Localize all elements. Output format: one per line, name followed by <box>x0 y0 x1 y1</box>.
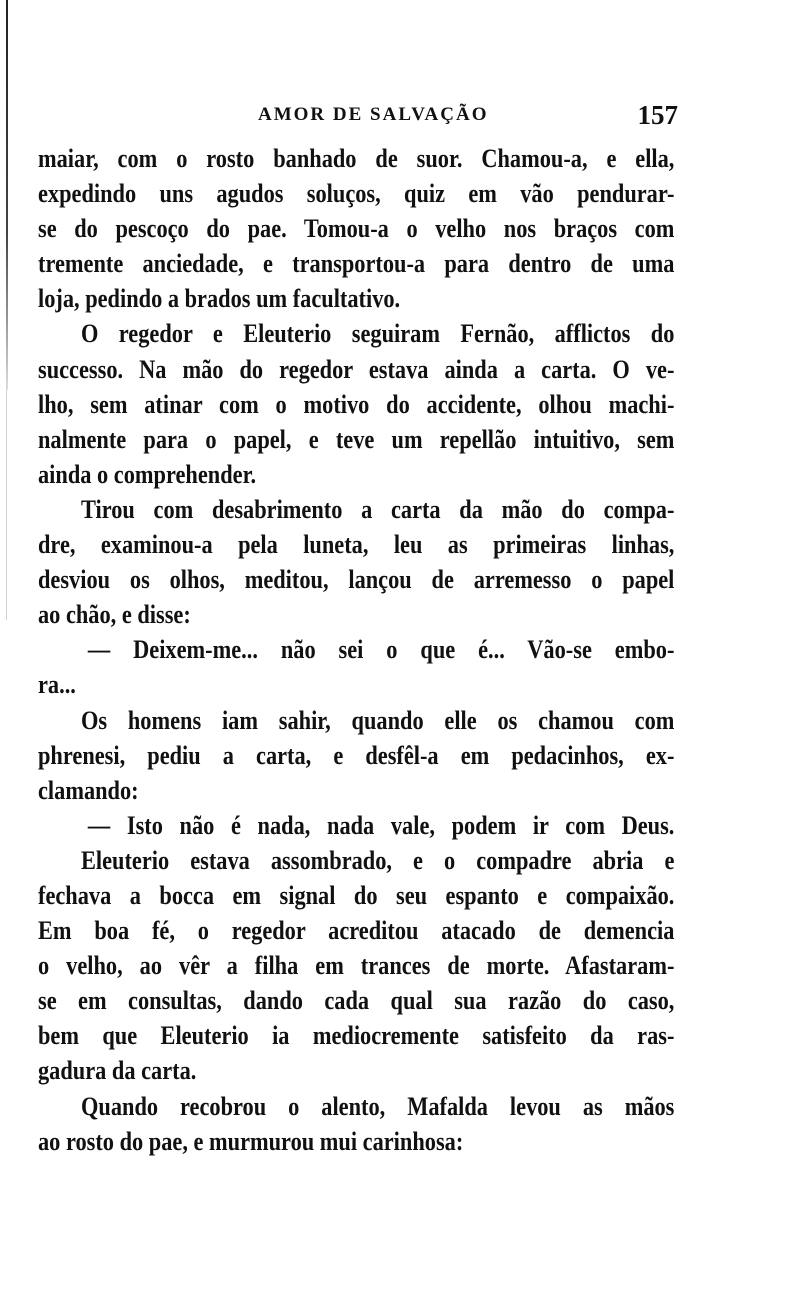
running-title: AMOR DE SALVAÇÃO <box>258 104 489 125</box>
text-line: desviou os olhos, meditou, lançou de arremesso o papel <box>38 565 675 595</box>
text-line: se do pescoço do pae. Tomou-a o velho nos braços com <box>38 214 675 244</box>
text-line: fechava a bocca em signal do seu espanto e compaixão. <box>38 880 675 910</box>
text-line: dre, examinou-a pela luneta, leu as primeiras linhas, <box>38 530 675 560</box>
text-line: gadura da carta. <box>38 1056 197 1086</box>
text-line: Quando recobrou o alento, Mafalda levou as mãos <box>81 1091 675 1121</box>
text-line: expedindo uns agudos soluços, quiz em vão pendurar- <box>38 179 675 209</box>
text-line: o velho, ao vêr a filha em trances de morte. Afastaram- <box>38 951 675 981</box>
text-line: ainda o comprehender. <box>38 459 257 489</box>
page-edge-line-faint <box>6 390 7 620</box>
text-line: clamando: <box>38 775 139 805</box>
text-line: maiar, com o rosto banhado de suor. Chamou-a, e ella, <box>38 144 675 173</box>
dialogue-line: — Isto não é nada, nada vale, podem ir com Deus. <box>87 810 675 840</box>
text-line: Os homens iam sahir, quando elle os chamou com <box>81 705 675 735</box>
page-header <box>40 100 680 140</box>
text-line: phrenesi, pediu a carta, e desfêl-a em pedacinhos, ex- <box>38 740 675 770</box>
text-line: bem que Eleuterio ia mediocremente satisfeito da ras- <box>38 1021 675 1051</box>
text-line: lho, sem atinar com o motivo do accidente, olhou machi- <box>38 389 675 419</box>
text-line: Eleuterio estava assombrado, e o compadre abria e <box>81 845 675 875</box>
text-line: loja, pedindo a brados um facultativo. <box>38 284 401 314</box>
page-edge-line <box>6 0 8 390</box>
text-line: nalmente para o papel, e teve um repellão intuitivo, sem <box>38 424 675 454</box>
text-line: successo. Na mão do regedor estava ainda a carta. O ve- <box>38 354 675 384</box>
text-line: se em consultas, dando cada qual sua razão do caso, <box>38 986 675 1016</box>
text-line: O regedor e Eleuterio seguiram Fernão, afflictos do <box>81 319 675 349</box>
text-line: tremente anciedade, e transportou-a para dentro de uma <box>38 249 675 279</box>
text-line: ao chão, e disse: <box>38 600 191 630</box>
dialogue-line: — Deixem-me... não sei o que é... Vão-se embo- <box>87 635 675 665</box>
body-text <box>38 141 674 1159</box>
page-number: 157 <box>637 100 678 130</box>
text-line: ao rosto do pae, e murmurou mui carinhosa: <box>38 1126 464 1156</box>
text-line: Tirou com desabrimento a carta da mão do compa- <box>81 494 675 524</box>
text-line: Em boa fé, o regedor acreditou atacado de demencia <box>38 916 675 946</box>
text-line: ra... <box>38 670 76 700</box>
